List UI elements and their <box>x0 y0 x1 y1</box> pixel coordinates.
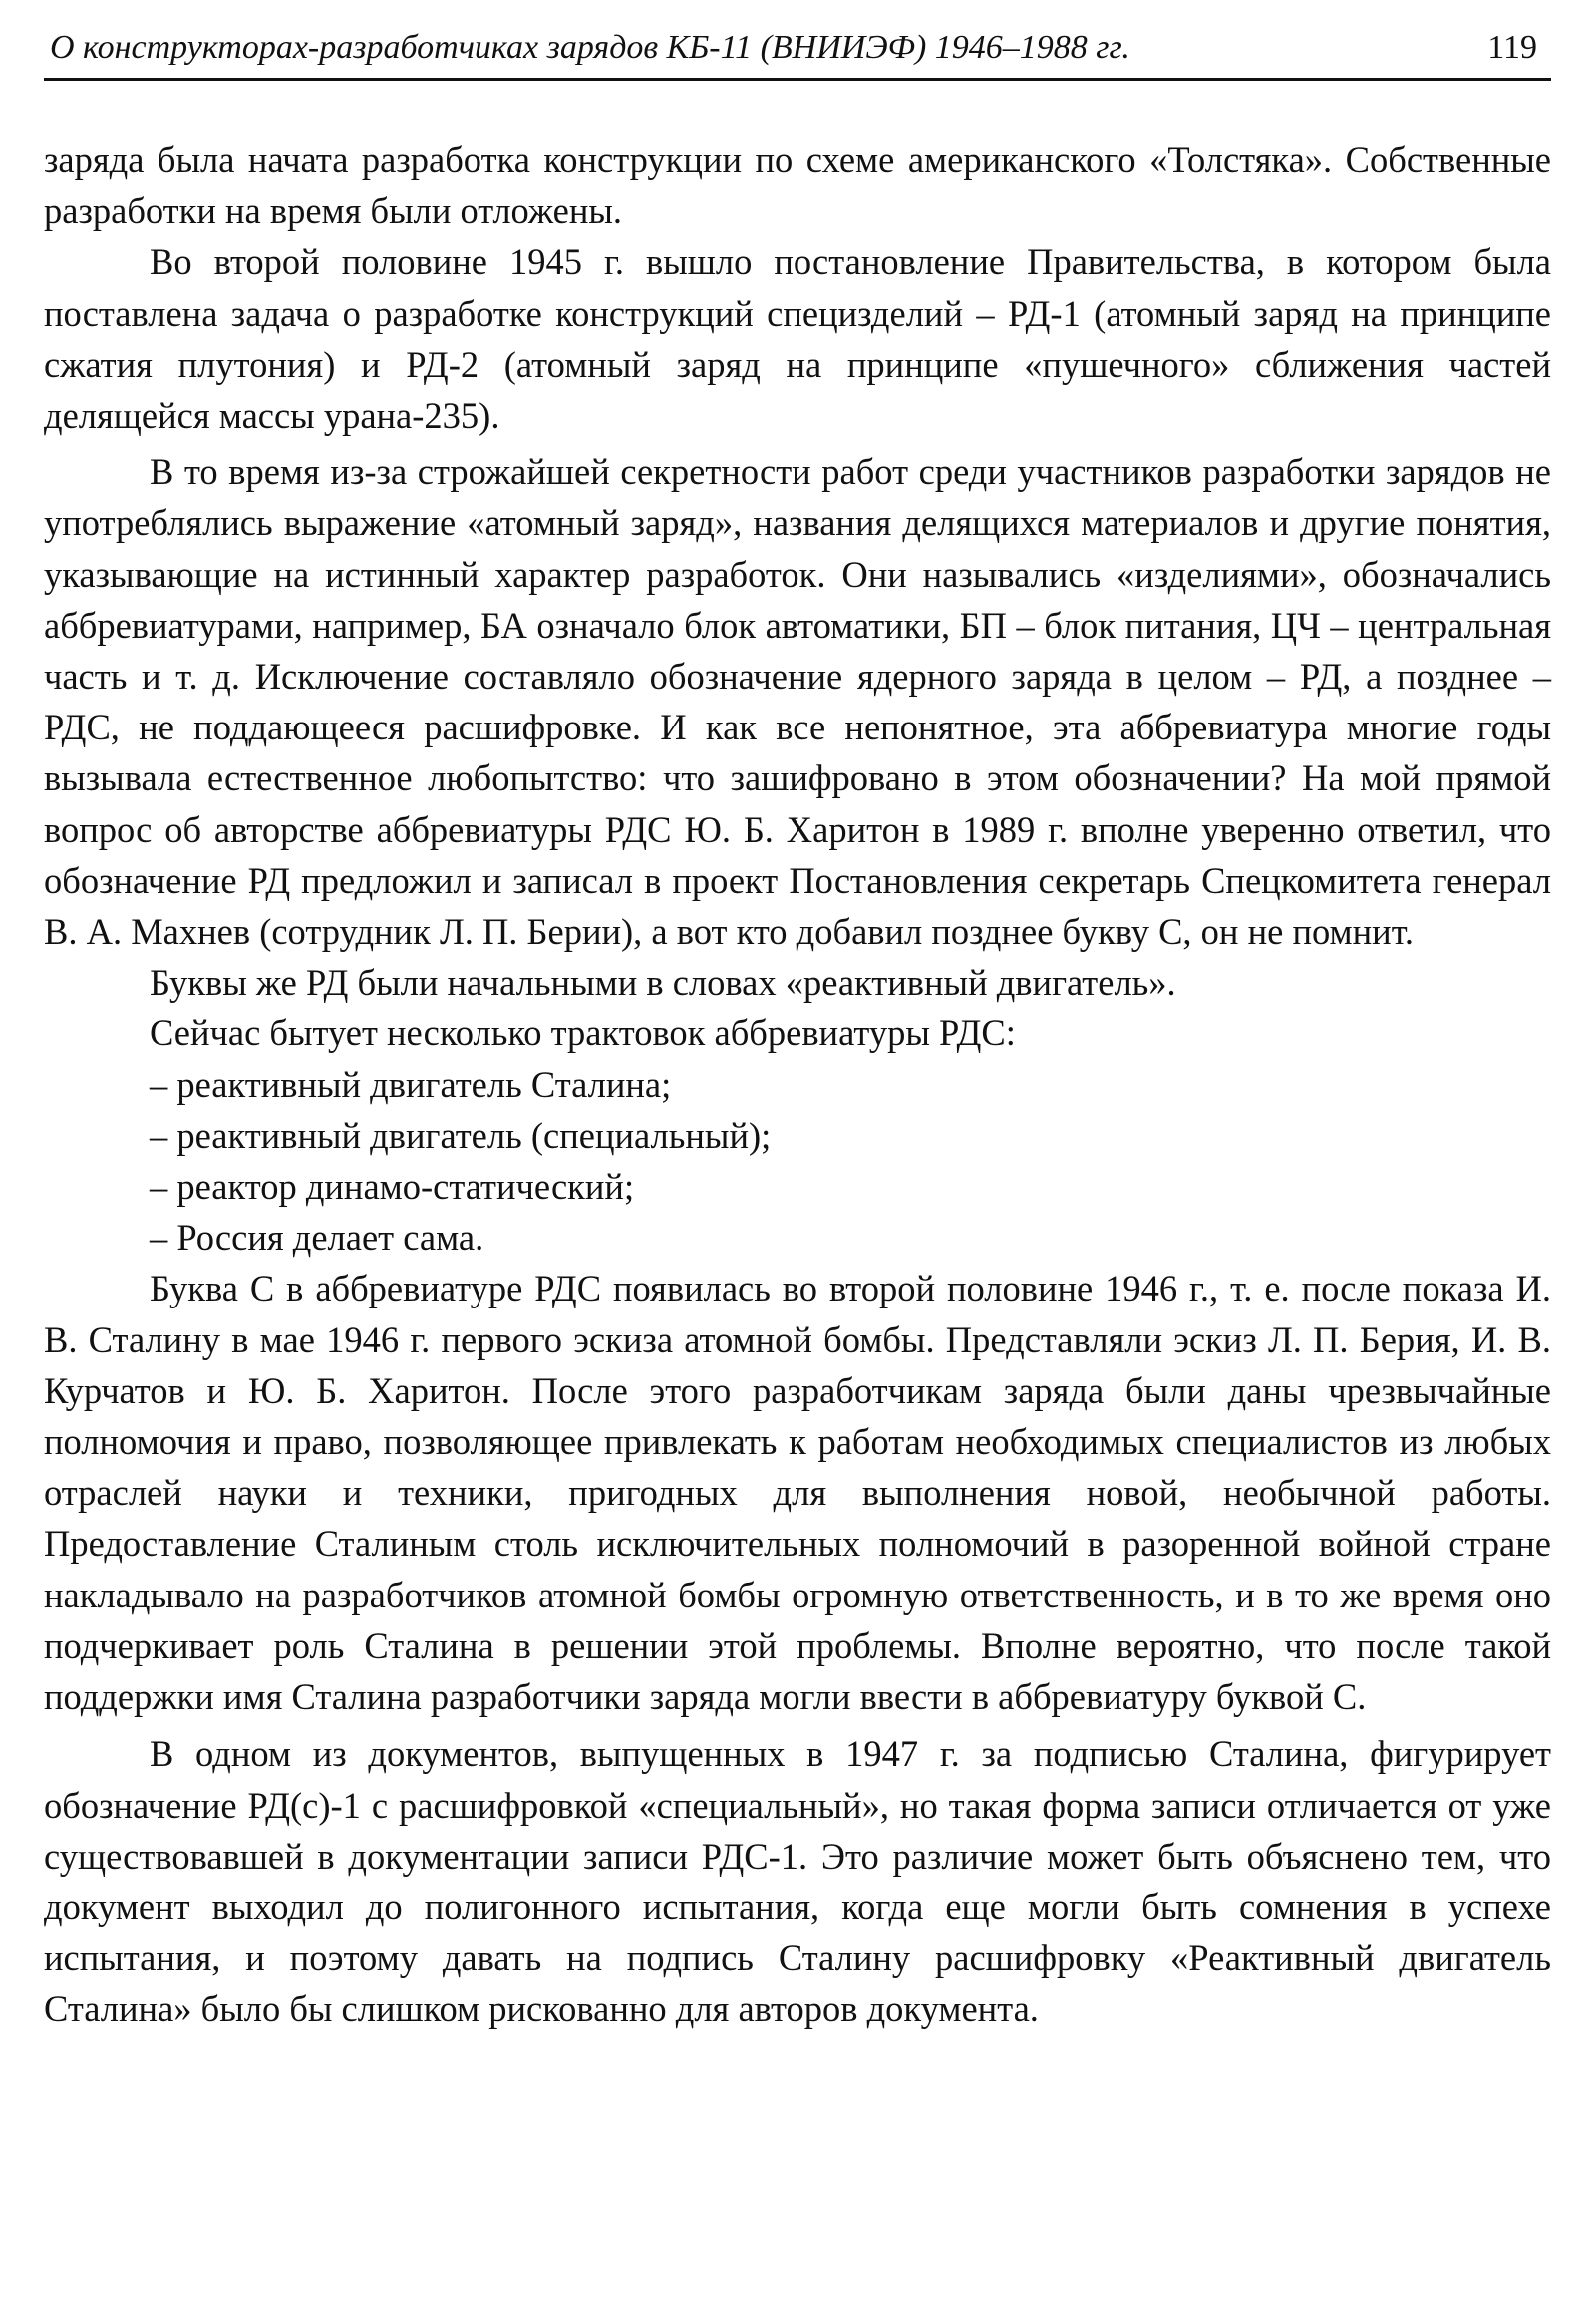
book-page <box>44 0 1551 2324</box>
paragraph-government-decree: Во второй половине 1945 г. вышло постановление Правительства, в котором была поставлена задача о разработке конструкций специзделий – РД-1 (атомный заряд на принципе сжатия плутония) и РД-2 (атомный заряд на принципе «пушечного» сближения частей делящейся массы урана-235). <box>44 241 1551 436</box>
paragraph-secrecy: В то время из-за строжайшей секретности работ среди участников разработки зарядов не употреблялись выражение «атомный заряд», названия делящихся материалов и другие понятия, указывающие на истинный характер разработок. Они назывались «изделиями», обозначались аббревиатурами, например, БА означало блок автоматики, БП – блок питания, ЦЧ – центральная часть и т. д. Исключение составляло обозначение ядерного заряда в целом – РД, а позднее – РДС, не поддающееся расшифровке. И как все непонятное, эта аббревиатура многие годы вызывала естественное любопытство: что зашифровано в этом обозначении? На мой прямой вопрос об авторстве аббревиатуры РДС Ю. Б. Харитон в 1989 г. вполне уверенно ответил, что обозначение РД предложил и записал в проект Постановления секретарь Спецкомитета генерал В. А. Махнев (сотрудник Л. П. Берии), а вот кто добавил позднее букву С, он не помнит. <box>44 451 1551 953</box>
paragraph-rd-letters: Буквы же РД были начальными в словах «реактивный двигатель». <box>150 962 1176 1004</box>
list-item: – реактивный двигатель Сталина; <box>150 1063 672 1105</box>
paragraph-document-1947: В одном из документов, выпущенных в 1947 г. за подписью Сталина, фигурирует обозначение РД(с)-1 с расшифровкой «специальный», но такая форма записи отличается от уже существовавшей в документации записи РДС-1. Это различие может быть объяснено тем, что документ выходил до полигонного испытания, когда еще могли быть сомнения в успехе испытания, и поэтому давать на подпись Сталину расшифровку «Реактивный двигатель Сталина» было бы слишком рискованно для авторов документа. <box>44 1733 1551 2030</box>
list-item: – реактор динамо-статический; <box>150 1166 635 1208</box>
paragraph-letter-s: Буква С в аббревиатуре РДС появилась во второй половине 1946 г., т. е. после показа И. В. Сталину в мае 1946 г. первого эскиза атомной бомбы. Представляли эскиз Л. П. Берия, И. В. Курчатов и Ю. Б. Харитон. После этого разработчикам заряда были даны чрезвычайные полномочия и право, позволяющее привлекать к работам необходимых специалистов из любых отраслей науки и техники, пригодных для выполнения новой, необычной работы. Предоставление Сталиным столь исключительных полномочий в разоренной войной стране накладывало на разработчиков атомной бомбы огромную ответственность, и в то же время оно подчеркивает роль Сталина в решении этой проблемы. Вполне вероятно, что после такой поддержки имя Сталина разработчики заряда могли ввести в аббревиатуру буквой С. <box>44 1268 1551 1718</box>
list-item: – реактивный двигатель (специальный); <box>150 1114 772 1156</box>
body-text <box>44 135 1551 2035</box>
running-title: О конструкторах-разработчиках зарядов КБ-11 (ВНИИЭФ) 1946–1988 гг. <box>50 29 1130 66</box>
page-number: 119 <box>1487 29 1537 66</box>
list-item: – Россия делает сама. <box>150 1217 484 1259</box>
running-header <box>44 26 1551 81</box>
paragraph-continuation: заряда была начата разработка конструкции по схеме американского «Толстяка». Собственные разработки на время были отложены. <box>44 140 1551 232</box>
paragraph-interpretations-intro: Сейчас бытует несколько трактовок аббревиатуры РДС: <box>150 1013 1016 1054</box>
